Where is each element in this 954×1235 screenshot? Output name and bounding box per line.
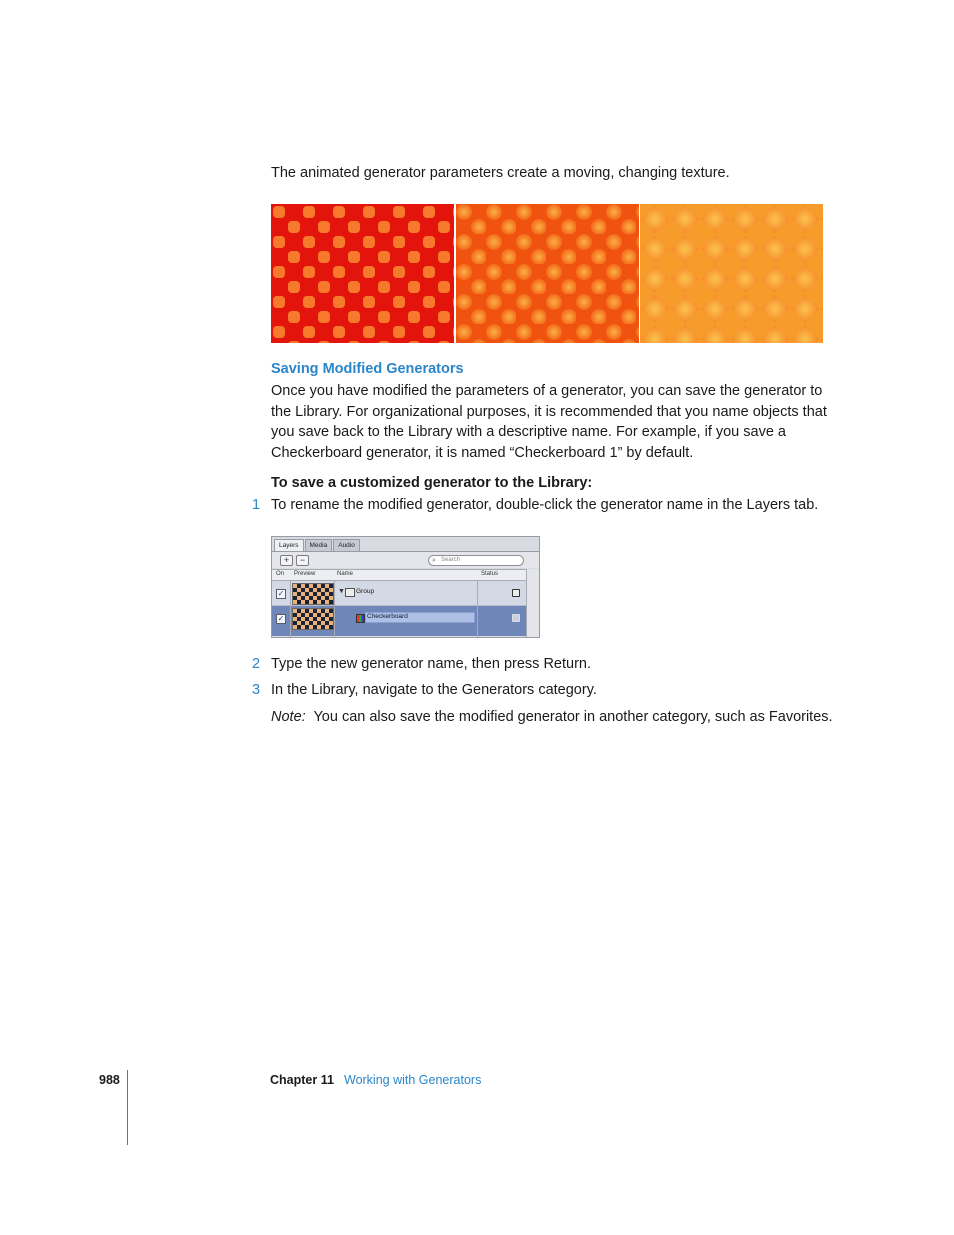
lock-icon[interactable] (512, 589, 520, 597)
generator-icon (356, 614, 365, 623)
panel-toolbar (272, 551, 539, 568)
search-placeholder: Search (441, 557, 461, 563)
step-text: In the Library, navigate to the Generators category. (271, 682, 597, 698)
section-heading: Saving Modified Generators (271, 361, 464, 377)
intro-text: The animated generator parameters create a moving, changing texture. (271, 165, 730, 181)
texture-frame-2 (456, 204, 639, 343)
footer-divider (127, 1070, 128, 1145)
remove-layer-button[interactable]: − (296, 555, 309, 566)
texture-frame-3 (640, 204, 823, 343)
layer-enabled-checkbox[interactable]: ✓ (277, 589, 285, 598)
task-title: To save a customized generator to the Library: (271, 475, 593, 491)
chapter-title-link[interactable]: Working with Generators (344, 1073, 482, 1087)
column-status[interactable]: Status (481, 571, 499, 577)
tab-media[interactable]: Media (305, 539, 333, 551)
step-text: To rename the modified generator, double-click the generator name in the Layers tab. (271, 497, 819, 513)
column-name[interactable]: Name (337, 571, 354, 577)
texture-frame-1 (271, 204, 454, 343)
layer-row-checkerboard[interactable] (272, 606, 539, 636)
page-number: 988 (99, 1073, 120, 1087)
panel-tabs (274, 539, 361, 551)
layer-preview-thumbnail (292, 583, 334, 605)
layer-enabled-checkbox[interactable]: ✓ (277, 614, 285, 623)
group-icon (345, 588, 355, 597)
column-divider (290, 581, 291, 637)
step-number: 3 (252, 682, 261, 698)
layers-panel-screenshot (271, 536, 540, 638)
search-input[interactable] (428, 555, 524, 566)
search-icon: ⌕ (432, 557, 436, 564)
note (271, 707, 851, 728)
column-divider (334, 581, 335, 637)
generator-texture-images (271, 204, 823, 343)
note-label: Note: (271, 709, 306, 725)
tab-audio[interactable]: Audio (333, 539, 360, 551)
lock-icon[interactable] (512, 614, 520, 622)
layer-row-group[interactable] (272, 581, 539, 606)
layer-preview-thumbnail (292, 608, 334, 630)
section-paragraph: Once you have modified the parameters of a generator, you can save the generator to the Library. For organizational purposes, it is recommended that you name objects that you save back to the Library with a descriptive name. For example, if you save a Checkerboard generator, it is named “Checkerboard 1” by default. (271, 383, 827, 461)
layer-name[interactable]: Checkerboard (367, 613, 408, 620)
layer-name[interactable]: Group (356, 588, 375, 595)
add-layer-button[interactable]: + (280, 555, 293, 566)
column-divider (477, 581, 478, 637)
tab-layers[interactable]: Layers (274, 539, 304, 551)
disclosure-triangle-icon[interactable]: ▼ (338, 588, 345, 595)
column-on[interactable]: On (276, 571, 285, 577)
column-header (272, 569, 539, 581)
chapter-label: Chapter 11 (270, 1073, 334, 1087)
column-preview[interactable]: Preview (294, 571, 316, 577)
scrollbar[interactable] (526, 569, 539, 637)
step-number: 1 (252, 497, 261, 513)
step-text: Type the new generator name, then press Return. (271, 656, 591, 672)
note-text: You can also save the modified generator in another category, such as Favorites. (313, 709, 833, 725)
step-number: 2 (252, 656, 261, 672)
